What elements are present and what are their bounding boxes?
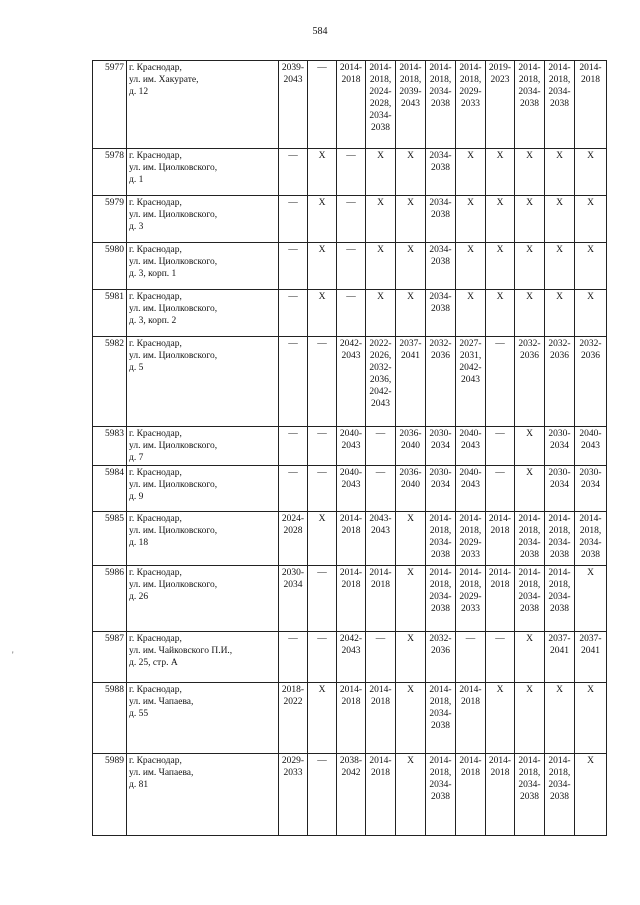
period-cell: X [515,466,545,512]
row-number: 5984 [93,466,127,512]
table-row [93,466,607,512]
period-cell: X [575,149,607,196]
row-number: 5981 [93,290,127,337]
address-cell: г. Краснодар, ул. им. Чапаева, д. 81 [127,754,279,836]
period-cell: X [396,566,426,632]
address-cell: г. Краснодар, ул. им. Циолковского, д. 7 [127,427,279,466]
period-cell: 2014- 2018, 2034- 2038 [426,566,456,632]
period-cell: 2040- 2043 [337,427,366,466]
period-cell: X [308,196,337,243]
table-row [93,337,607,427]
period-cell: 2014- 2018 [366,754,396,836]
address-cell: г. Краснодар, ул. им. Циолковского, д. 26 [127,566,279,632]
address-cell: г. Краснодар, ул. им. Циолковского, д. 18 [127,512,279,566]
period-cell: 2034- 2038 [426,243,456,290]
period-cell: X [515,149,545,196]
period-cell: 2014- 2018, 2034- 2038 [545,512,575,566]
period-cell: 2038- 2042 [337,754,366,836]
period-cell: — [366,427,396,466]
period-cell: — [279,243,308,290]
period-cell: — [337,196,366,243]
row-number: 5986 [93,566,127,632]
period-cell: 2014- 2018, 2034- 2038 [426,754,456,836]
period-cell: X [486,290,515,337]
period-cell: 2014- 2018, 2034- 2038 [545,754,575,836]
period-cell: X [515,290,545,337]
address-cell: г. Краснодар, ул. им. Циолковского, д. 3 [127,196,279,243]
period-cell: 2027- 2031, 2042- 2043 [456,337,486,427]
period-cell: 2022- 2026, 2032- 2036, 2042- 2043 [366,337,396,427]
period-cell: 2014- 2018 [337,683,366,754]
period-cell: 2014- 2018, 2029- 2033 [456,566,486,632]
table-row [93,149,607,196]
table-row [93,243,607,290]
period-cell: — [337,243,366,290]
period-cell: 2039- 2043 [279,61,308,149]
period-cell: X [486,243,515,290]
period-cell: X [545,290,575,337]
period-cell: 2030- 2034 [426,466,456,512]
table-row [93,512,607,566]
period-cell: 2040- 2043 [456,427,486,466]
period-cell: 2014- 2018 [337,512,366,566]
period-cell: 2034- 2038 [426,196,456,243]
page-number: 584 [312,26,328,37]
period-cell: — [486,337,515,427]
period-cell: 2029- 2033 [279,754,308,836]
period-cell: X [308,149,337,196]
period-cell: 2032- 2036 [426,632,456,683]
period-cell: — [308,337,337,427]
period-cell: — [308,566,337,632]
address-cell: г. Краснодар, ул. им. Циолковского, д. 5 [127,337,279,427]
period-cell: — [456,632,486,683]
period-cell: X [366,243,396,290]
period-cell: X [515,683,545,754]
period-cell: X [515,243,545,290]
period-cell: 2014- 2018, 2039- 2043 [396,61,426,149]
period-cell: 2036- 2040 [396,466,426,512]
period-cell: 2032- 2036 [575,337,607,427]
table-row [93,632,607,683]
period-cell: 2034- 2038 [426,290,456,337]
table-row [93,683,607,754]
period-cell: — [366,632,396,683]
period-cell: 2030- 2034 [426,427,456,466]
registry-table [92,60,607,836]
period-cell: X [308,290,337,337]
address-cell: г. Краснодар, ул. им. Хакурате, д. 12 [127,61,279,149]
period-cell: 2014- 2018, 2024- 2028, 2034- 2038 [366,61,396,149]
period-cell: 2040- 2043 [575,427,607,466]
period-cell: 2014- 2018 [366,683,396,754]
period-cell: X [575,290,607,337]
period-cell: 2032- 2036 [515,337,545,427]
row-number: 5977 [93,61,127,149]
table-row [93,290,607,337]
address-cell: г. Краснодар, ул. им. Чайковского П.И., д. 25, стр. А [127,632,279,683]
address-cell: г. Краснодар, ул. им. Циолковского, д. 1 [127,149,279,196]
period-cell: 2014- 2018, 2034- 2038 [515,754,545,836]
table-row [93,566,607,632]
period-cell: X [575,566,607,632]
period-cell: X [575,243,607,290]
period-cell: X [366,290,396,337]
period-cell: X [366,196,396,243]
period-cell: — [308,427,337,466]
registry-body [93,61,607,836]
period-cell: 2014- 2018, 2029- 2033 [456,512,486,566]
period-cell: — [486,427,515,466]
period-cell: 2014- 2018 [456,754,486,836]
period-cell: 2014- 2018, 2034- 2038 [515,566,545,632]
period-cell: — [279,290,308,337]
period-cell: 2037- 2041 [545,632,575,683]
period-cell: 2036- 2040 [396,427,426,466]
period-cell: 2019- 2023 [486,61,515,149]
period-cell: 2014- 2018, 2034- 2038 [426,683,456,754]
period-cell: — [486,466,515,512]
period-cell: X [396,512,426,566]
period-cell: 2014- 2018, 2034- 2038 [545,566,575,632]
period-cell: 2024- 2028 [279,512,308,566]
period-cell: 2030- 2034 [575,466,607,512]
period-cell: X [396,683,426,754]
period-cell: — [486,632,515,683]
period-cell: X [308,243,337,290]
period-cell: 2014- 2018 [486,566,515,632]
table-row [93,61,607,149]
table-row [93,427,607,466]
period-cell: X [575,754,607,836]
period-cell: X [486,196,515,243]
row-number: 5979 [93,196,127,243]
period-cell: X [515,427,545,466]
period-cell: 2014- 2018, 2029- 2033 [456,61,486,149]
period-cell: 2014- 2018 [575,61,607,149]
period-cell: 2018- 2022 [279,683,308,754]
period-cell: X [456,243,486,290]
period-cell: 2014- 2018, 2034- 2038 [515,512,545,566]
period-cell: X [396,290,426,337]
period-cell: X [308,512,337,566]
period-cell: — [308,632,337,683]
period-cell: 2014- 2018, 2034- 2038 [575,512,607,566]
period-cell: — [279,466,308,512]
address-cell: г. Краснодар, ул. им. Циолковского, д. 9 [127,466,279,512]
period-cell: X [545,243,575,290]
period-cell: 2030- 2034 [279,566,308,632]
period-cell: X [486,149,515,196]
period-cell: 2014- 2018, 2034- 2038 [515,61,545,149]
table-row [93,196,607,243]
period-cell: — [279,632,308,683]
period-cell: — [308,754,337,836]
period-cell: 2037- 2041 [575,632,607,683]
margin-mark: ' [12,650,14,660]
period-cell: X [575,196,607,243]
period-cell: 2014- 2018, 2034- 2038 [545,61,575,149]
period-cell: 2040- 2043 [456,466,486,512]
period-cell: X [396,754,426,836]
period-cell: X [456,149,486,196]
period-cell: 2043- 2043 [366,512,396,566]
table-row [93,754,607,836]
period-cell: 2014- 2018 [486,512,515,566]
row-number: 5988 [93,683,127,754]
row-number: 5980 [93,243,127,290]
period-cell: — [308,61,337,149]
period-cell: X [545,149,575,196]
period-cell: 2014- 2018 [366,566,396,632]
period-cell: — [279,196,308,243]
address-cell: г. Краснодар, ул. им. Чапаева, д. 55 [127,683,279,754]
period-cell: 2042- 2043 [337,337,366,427]
period-cell: X [515,632,545,683]
period-cell: — [279,149,308,196]
period-cell: 2014- 2018 [337,61,366,149]
period-cell: X [396,632,426,683]
period-cell: — [337,290,366,337]
period-cell: 2014- 2018 [456,683,486,754]
period-cell: X [366,149,396,196]
period-cell: — [308,466,337,512]
period-cell: X [515,196,545,243]
row-number: 5982 [93,337,127,427]
period-cell: X [575,683,607,754]
period-cell: 2014- 2018 [337,566,366,632]
period-cell: 2032- 2036 [426,337,456,427]
period-cell: 2042- 2043 [337,632,366,683]
period-cell: X [396,196,426,243]
period-cell: X [396,149,426,196]
period-cell: X [396,243,426,290]
row-number: 5985 [93,512,127,566]
row-number: 5983 [93,427,127,466]
row-number: 5987 [93,632,127,683]
period-cell: 2034- 2038 [426,149,456,196]
period-cell: 2030- 2034 [545,427,575,466]
period-cell: 2040- 2043 [337,466,366,512]
address-cell: г. Краснодар, ул. им. Циолковского, д. 3, корп. 1 [127,243,279,290]
period-cell: X [456,196,486,243]
period-cell: X [308,683,337,754]
period-cell: X [456,290,486,337]
period-cell: 2030- 2034 [545,466,575,512]
period-cell: 2014- 2018, 2034- 2038 [426,512,456,566]
address-cell: г. Краснодар, ул. им. Циолковского, д. 3, корп. 2 [127,290,279,337]
period-cell: X [545,196,575,243]
row-number: 5989 [93,754,127,836]
period-cell: X [486,683,515,754]
period-cell: 2014- 2018, 2034- 2038 [426,61,456,149]
period-cell: — [337,149,366,196]
period-cell: 2014- 2018 [486,754,515,836]
period-cell: 2037- 2041 [396,337,426,427]
period-cell: — [279,427,308,466]
period-cell: — [366,466,396,512]
period-cell: X [545,683,575,754]
period-cell: 2032- 2036 [545,337,575,427]
period-cell: — [279,337,308,427]
row-number: 5978 [93,149,127,196]
